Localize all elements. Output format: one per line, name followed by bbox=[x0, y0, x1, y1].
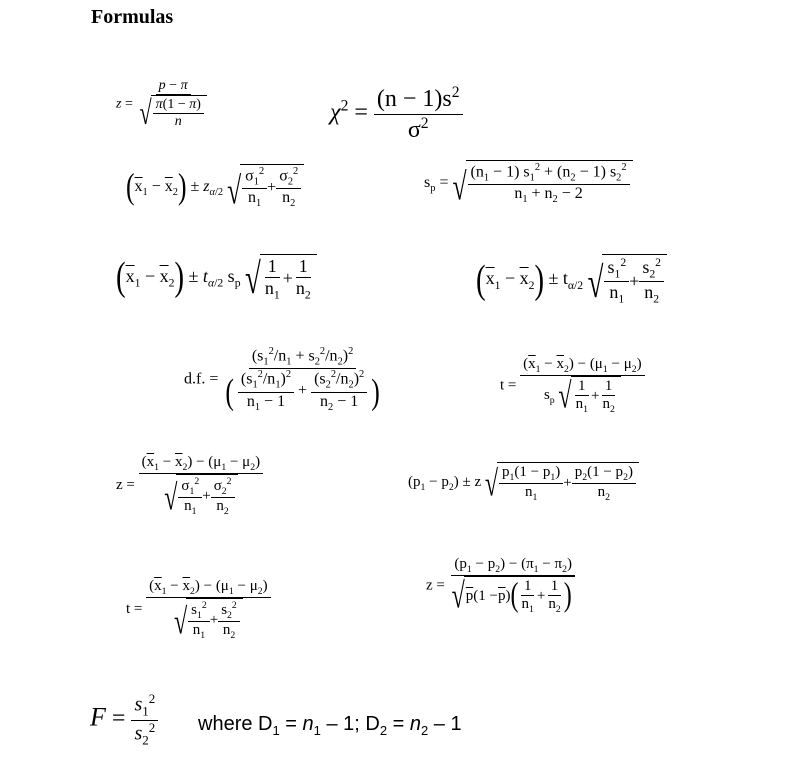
page-title: Formulas bbox=[91, 6, 174, 28]
formula-diff-means-z: $(\overline{x}_1 - \overline{x}_2) \pm z_{\alpha/2}$ √ $\frac{\sigma_1^2}{n_1}$ + $\frac{\sigma_2^2}{n_2}$ bbox=[126, 164, 304, 211]
formula-t-pooled-ci: $(\overline{x}_1 - \overline{x}_2) \pm t_{\alpha/2}$ $s_p$ √ $\frac{1}{n_1}$ + $\frac{1}{n_2}$ bbox=[116, 254, 317, 302]
formula-z-test-means: z = $(\overline{x}_1 - \overline{x}_2) - (\mu_1 - \mu_2)$ √ $\frac{\sigma_1^2}{n_1}$ + $\frac{\sigma_2^2}{n_2}$ bbox=[116, 454, 263, 518]
formula-t-test-pooled: t = $(\overline{x}_1 - \overline{x}_2) - (\mu_1 - \mu_2)$ $s_p$ √ $\frac{1}{n_1}$ + $\frac{1}{n_2}$ bbox=[500, 356, 645, 416]
formula-pooled-sp: $s_p$ = √ $\frac{(n_1 - 1) s_1^2 + (n_2 - 1) s_2^2}{n_1 + n_2 - 2}$ bbox=[424, 160, 633, 207]
formula-z-test-proportions: z = $(p_1 - p_2) - (\pi_1 - \pi_2)$ √ p (1 − $\overline{p}$ ) ( $\frac{1}{n_1}$ + $\frac{1}{n_2}$ ) bbox=[426, 556, 578, 616]
f-degrees-note: where $D_1 = n_1 - 1$; $D_2 = n_2 - 1$ bbox=[198, 713, 462, 738]
formula-chi-square: $\chi^2$ = $\frac{(n - 1)s^2}{\sigma^2}$ bbox=[330, 84, 463, 144]
formula-t-unpooled-ci: $(\overline{x}_1 - \overline{x}_2) \pm t_{\alpha/2}$ √ $\frac{s_1^2}{n_1}$ + $\frac{s_2^2}{n_2}$ bbox=[476, 254, 667, 306]
formula-t-test-unpooled: t = $(\overline{x}_1 - \overline{x}_2) - (\mu_1 - \mu_2)$ √ $\frac{s_1^2}{n_1}$ + $\frac{s_2^2}{n_2}$ bbox=[126, 578, 271, 642]
formula-degrees-of-freedom: d.f. = $(s_1^2/n_1 + s_2^2/n_2)^2$ ( $\frac{(s_1^2/n_1)^2}{n_1 - 1}$ + $\frac{(s_2^2/n_2)^2}{n_2 - 1}$ ) bbox=[184, 346, 380, 414]
formula-f-statistic: F = $\frac{s_1^2}{s_2^2}$ bbox=[90, 692, 158, 748]
formula-proportions-ci: $(p_1 - p_2) \pm z$ √ $\frac{p_1(1 - p_1)}{n_1}$ + $\frac{p_2(1 - p_2)}{n_2}$ bbox=[408, 462, 639, 503]
formula-z-proportion: z = p − π √ $\frac{\pi(1 - \pi)}{n}$ bbox=[116, 78, 210, 130]
